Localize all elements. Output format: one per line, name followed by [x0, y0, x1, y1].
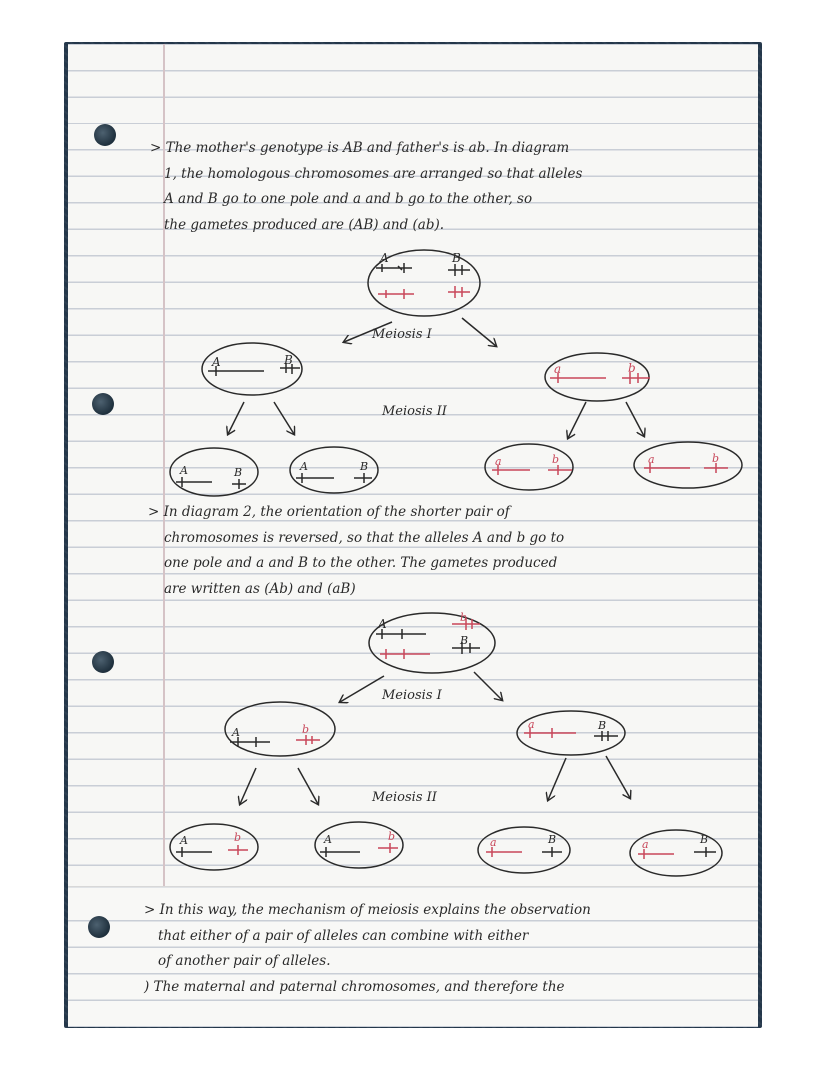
allele-label: b: [234, 831, 242, 844]
allele-label: A: [212, 355, 221, 369]
arrow-meiosis2: [606, 756, 630, 798]
allele-label: B: [234, 466, 243, 479]
allele-label: a: [554, 362, 562, 376]
allele-label: B: [548, 833, 557, 846]
arrow-meiosis2: [298, 768, 318, 804]
allele-label: A: [378, 617, 387, 631]
text-line: A and B go to one pole and a and b go to the other, so: [164, 191, 533, 208]
allele-label: b: [552, 453, 560, 466]
allele-label: A: [180, 834, 188, 847]
gamete-Ab: [170, 824, 258, 870]
allele-label: b: [628, 361, 636, 375]
arrow-meiosis1-left: [340, 676, 384, 702]
meiosis-2-label: Meiosis II: [372, 790, 437, 805]
diagram-1: [170, 250, 742, 496]
allele-label: B: [460, 634, 469, 647]
arrow-meiosis2: [240, 768, 256, 804]
meiosis-2-label: Meiosis II: [382, 404, 447, 419]
text-line: one pole and a and B to the other. The gametes produced: [164, 555, 558, 572]
arrow-meiosis2: [274, 402, 294, 434]
arrow-meiosis2: [548, 758, 566, 800]
text-line: of another pair of alleles.: [158, 953, 331, 970]
allele-label: a: [642, 838, 649, 851]
arrow-meiosis1-right: [462, 318, 496, 346]
text-line: the gametes produced are (AB) and (ab).: [164, 216, 445, 233]
allele-label: B: [452, 251, 461, 265]
daughter-cell-AB: [202, 343, 302, 395]
allele-label: b: [388, 830, 396, 843]
text-line: ) The maternal and paternal chromosomes, and therefore the: [144, 978, 565, 995]
arrow-meiosis1-right: [474, 672, 502, 700]
allele-label: B: [700, 833, 709, 846]
allele-label: b: [712, 452, 720, 465]
arrow-meiosis2: [568, 402, 586, 438]
allele-label: A: [324, 833, 332, 846]
text-line: > In this way, the mechanism of meiosis explains the observation: [144, 902, 591, 918]
chromosome-a: [378, 289, 414, 299]
allele-label: A: [232, 726, 240, 739]
text-line: > In diagram 2, the orientation of the shorter pair of: [148, 504, 510, 520]
allele-label: a: [648, 453, 655, 466]
chromosome-a: [380, 649, 430, 659]
allele-label: a: [528, 718, 535, 731]
allele-label: b: [460, 611, 468, 624]
allele-label: b: [302, 723, 310, 736]
allele-label: B: [284, 353, 293, 367]
allele-label: A: [380, 251, 389, 265]
allele-label: B: [360, 460, 369, 473]
allele-label: a: [490, 836, 497, 849]
daughter-cell-Ab: [225, 702, 335, 756]
allele-label: B: [598, 719, 607, 732]
arrow-meiosis2: [626, 402, 644, 436]
text-line: 1, the homologous chromosomes are arranged so that alleles: [164, 165, 583, 182]
chromosome-B: [448, 264, 470, 276]
text-line: chromosomes is reversed, so that the alleles A and b go to: [164, 529, 565, 546]
chromosome-b: [448, 286, 470, 298]
allele-label: A: [180, 464, 188, 477]
diagram-2: [170, 611, 722, 876]
allele-label: A: [300, 460, 308, 473]
allele-label: a: [495, 455, 502, 468]
meiosis-1-label: Meiosis I: [372, 327, 432, 342]
text-line: are written as (Ab) and (aB): [164, 580, 356, 597]
text-line: that either of a pair of alleles can combine with either: [158, 927, 529, 944]
parent-cell-2: [369, 613, 495, 673]
meiosis-1-label: Meiosis I: [382, 688, 442, 703]
text-line: > The mother's genotype is AB and father's is ab. In diagram: [150, 140, 570, 156]
arrow-meiosis2: [228, 402, 244, 434]
